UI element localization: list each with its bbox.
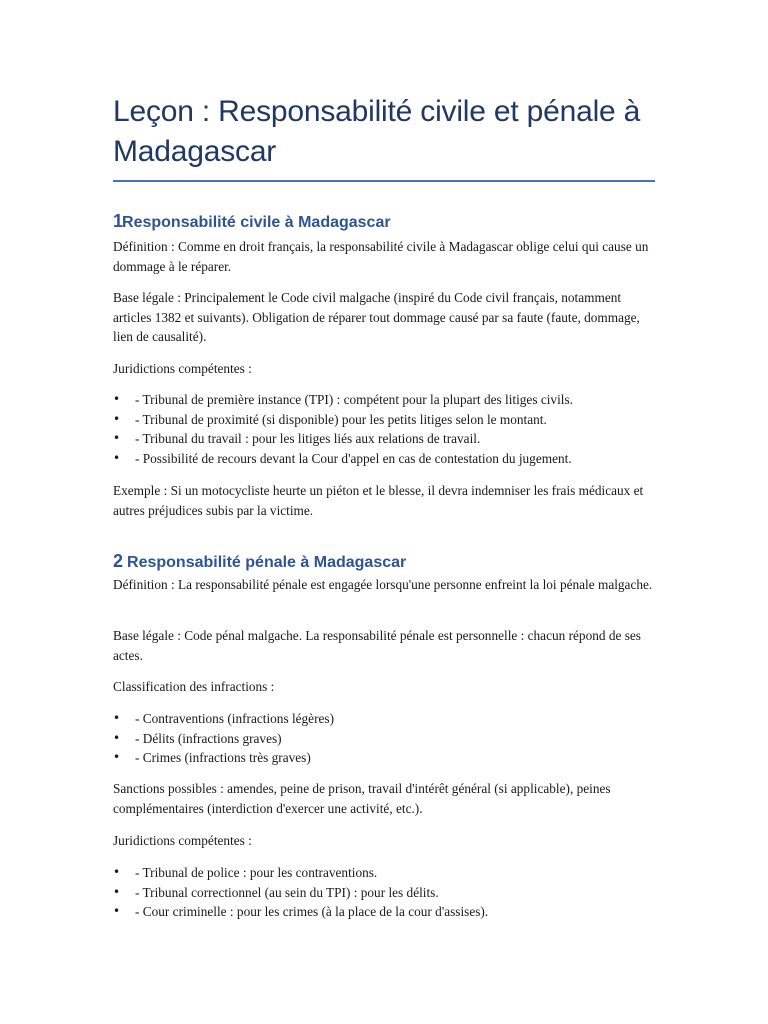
section-2-jurisdictions-list — [113, 863, 655, 922]
list-item: • - Tribunal de proximité (si disponible) pour les petits litiges selon le montant. — [113, 410, 655, 430]
bullet-icon: • — [113, 411, 121, 426]
section-2-jurisdictions-label: Juridictions compétentes : — [113, 833, 252, 848]
section-2-definition: Définition : La responsabilité pénale est engagée lorsqu'une personne enfreint la loi pénale malgache. — [113, 577, 653, 592]
document-title: Leçon : Responsabilité civile et pénale à Madagascar — [113, 95, 641, 168]
section-1-jurisdictions-label: Juridictions compétentes : — [113, 361, 252, 376]
section-2-heading-text: Responsabilité pénale à Madagascar — [127, 554, 407, 571]
list-item: • - Cour criminelle : pour les crimes (à la place de la cour d'assises). — [113, 902, 655, 922]
section-2-legal-basis: Base légale : Code pénal malgache. La responsabilité pénale est personnelle : chacun répond de ses actes. — [113, 628, 641, 663]
list-item: • - Contraventions (infractions légères) — [113, 709, 655, 729]
section-2-classification-list — [113, 709, 655, 768]
list-item: • - Tribunal de police : pour les contraventions. — [113, 863, 655, 883]
bullet-icon: • — [113, 730, 121, 745]
bullet-icon: • — [113, 884, 121, 899]
list-item: • - Crimes (infractions très graves) — [113, 748, 655, 768]
section-civil-responsibility — [113, 210, 655, 234]
bullet-icon: • — [113, 865, 121, 879]
section-1-heading-text: Responsabilité civile à Madagascar — [122, 214, 391, 231]
title-underline — [113, 180, 655, 182]
bullet-icon: • — [113, 450, 121, 465]
list-item: • - Possibilité de recours devant la Cour d'appel en cas de contestation du jugement. — [113, 449, 655, 469]
section-2-heading — [113, 550, 655, 574]
section-criminal-responsibility — [113, 550, 655, 574]
bullet-icon: • — [113, 711, 121, 725]
bullet-icon: • — [113, 750, 121, 764]
list-item: • - Tribunal correctionnel (au sein du TPI) : pour les délits. — [113, 883, 655, 903]
list-item: • - Délits (infractions graves) — [113, 729, 655, 749]
section-1-number: 1 — [113, 211, 123, 231]
section-2-classification-label: Classification des infractions : — [113, 679, 275, 694]
section-1-example: Exemple : Si un motocycliste heurte un piéton et le blesse, il devra indemniser les frais médicaux et autres préjudices subis par la victime. — [113, 483, 644, 518]
bullet-icon: • — [113, 904, 121, 918]
list-item: • - Tribunal de première instance (TPI) : compétent pour la plupart des litiges civils. — [113, 390, 655, 410]
bullet-icon: • — [113, 431, 121, 445]
bullet-icon: • — [113, 392, 121, 406]
section-1-heading — [113, 210, 655, 234]
section-2-sanctions: Sanctions possibles : amendes, peine de prison, travail d'intérêt général (si applicable), peines complémentaires (interdiction d'exercer une activité, etc.). — [113, 781, 611, 816]
section-2-number: 2 — [113, 551, 124, 571]
section-1-jurisdictions-list — [113, 390, 655, 468]
list-item: • - Tribunal du travail : pour les litiges liés aux relations de travail. — [113, 429, 655, 449]
section-1-legal-basis: Base légale : Principalement le Code civil malgache (inspiré du Code civil français, notamment articles 1382 et suivants). Obligation de réparer tout dommage causé par sa faute (faute, dommage, lien de causalité). — [113, 290, 640, 344]
section-1-definition: Définition : Comme en droit français, la responsabilité civile à Madagascar oblige celui qui cause un dommage à le réparer. — [113, 239, 649, 274]
